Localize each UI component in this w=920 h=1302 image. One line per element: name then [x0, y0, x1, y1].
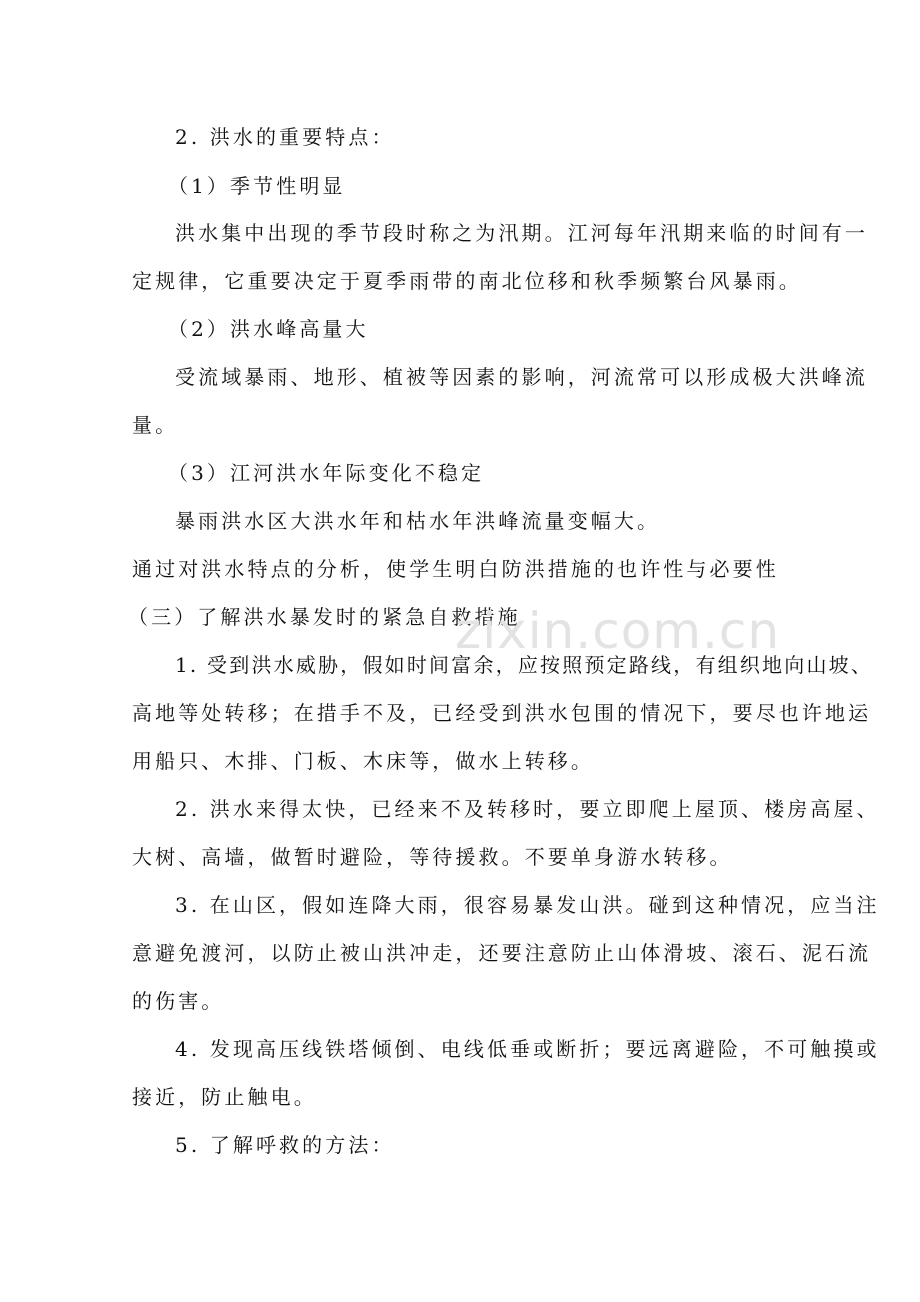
paragraph-line: 大树、高墙，做暂时避险，等待援救。不要单身游水转移。	[132, 845, 733, 869]
paragraph-line: 5. 了解呼救的方法：	[175, 1133, 395, 1157]
paragraph-line: 3. 在山区，假如连降大雨，很容易暴发山洪。碰到这种情况，应当注	[175, 893, 880, 917]
paragraph-line: 4. 发现高压线铁塔倾倒、电线低垂或断折；要远离避险，不可触摸或	[175, 1037, 880, 1061]
paragraph-line: 暴雨洪水区大洪水年和枯水年洪峰流量变幅大。	[175, 509, 661, 533]
paragraph-line: 的伤害。	[132, 989, 225, 1013]
heading-flood-features: 2. 洪水的重要特点：	[175, 125, 395, 149]
paragraph-line: 高地等处转移；在措手不及，已经受到洪水包围的情况下，要尽也许地运	[132, 701, 872, 725]
paragraph-line: 用船只、木排、门板、木床等，做水上转移。	[132, 749, 594, 773]
paragraph-line: 洪水集中出现的季节段时称之为汛期。江河每年汛期来临的时间有一	[175, 221, 868, 245]
section-heading-self-rescue: （三）了解洪水暴发时的紧急自救措施	[128, 605, 521, 629]
paragraph-line: 定规律，它重要决定于夏季雨带的南北位移和秋季频繁台风暴雨。	[132, 269, 802, 293]
paragraph-line: 受流域暴雨、地形、植被等因素的影响，河流常可以形成极大洪峰流	[175, 365, 868, 389]
paragraph-line: 2. 洪水来得太快，已经来不及转移时，要立即爬上屋顶、楼房高屋、	[175, 797, 880, 821]
watermark: zixin.com.cn	[455, 602, 781, 660]
paragraph-line: 接近，防止触电。	[132, 1085, 317, 1109]
subheading-annual-variation: （3）江河洪水年际变化不稳定	[168, 461, 485, 485]
subheading-seasonality: （1）季节性明显	[168, 174, 346, 198]
paragraph-line: 量。	[132, 413, 179, 437]
paragraph-line: 1. 受到洪水威胁，假如时间富余，应按照预定路线，有组织地向山坡、	[175, 653, 874, 677]
subheading-flood-peak: （2）洪水峰高量大	[168, 317, 369, 341]
paragraph-line: 意避免渡河，以防止被山洪冲走，还要注意防止山体滑坡、滚石、泥石流	[132, 941, 872, 965]
paragraph-line: 通过对洪水特点的分析，使学生明白防洪措施的也许性与必要性	[132, 557, 779, 581]
